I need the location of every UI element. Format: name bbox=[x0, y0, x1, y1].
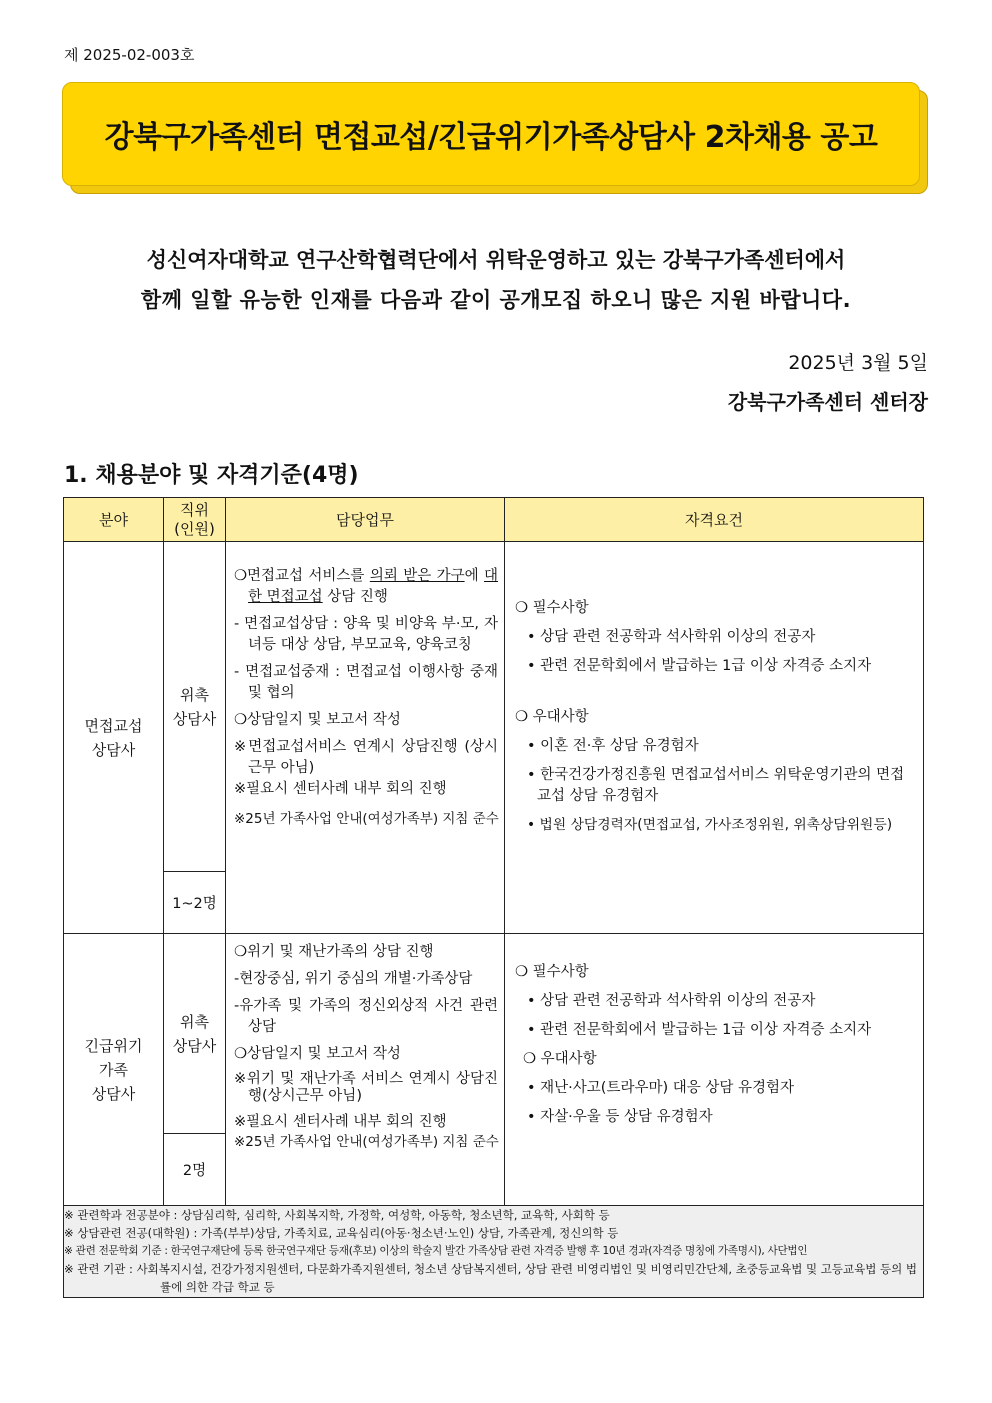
intro-line-1: 성신여자대학교 연구산학협력단에서 위탁운영하고 있는 강북구가족센터에서 bbox=[146, 248, 846, 272]
preferred-item: • 이혼 전·후 상담 유경험자 bbox=[527, 738, 699, 755]
header-duties: 담당업무 bbox=[226, 498, 505, 542]
document-number: 제 2025-02-003호 bbox=[64, 46, 195, 64]
duty-item: ※25년 가족사업 안내(여성가족부) 지침 준수 bbox=[234, 811, 499, 828]
duty-item: -현장중심, 위기 중심의 개별·가족상담 bbox=[234, 971, 473, 988]
required-heading: ❍ 필수사항 bbox=[515, 600, 589, 616]
count-cell: 2명 bbox=[164, 1134, 226, 1206]
preferred-item: • 자살·우울 등 상담 유경험자 bbox=[527, 1109, 713, 1126]
page-title: 강북구가족센터 면접교섭/긴급위기가족상담사 2차채용 공고 bbox=[104, 120, 878, 155]
preferred-item: • 법원 상담경력자(면접교섭, 가사조정위원, 위촉상담위원등) bbox=[527, 817, 893, 834]
note-item: ※ 상담관련 전공(대학원) : 가족(부부)상담, 가족치료, 교육심리(아동·청소년·노인) 상담, 가족관계, 정신의학 등 bbox=[64, 1226, 619, 1241]
intro-line-2: 함께 일할 유능한 인재를 다음과 같이 공개모집 하오니 많은 지원 바랍니다. bbox=[140, 288, 852, 312]
position-cell: 위촉 상담사 bbox=[164, 542, 226, 872]
header-field: 분야 bbox=[64, 498, 164, 542]
count-cell: 1~2명 bbox=[164, 872, 226, 934]
note-item: ※ 관련 기관 : 사회복지시설, 건강가정지원센터, 다문화가족지원센터, 청소년 상담복지센터, 상담 관련 비영리법인 및 비영리민간단체, 초중등교육법 및 고등교육법 등의 법률에 의한 각급 학교 등 bbox=[64, 1261, 917, 1295]
qualifications-cell bbox=[505, 542, 924, 934]
preferred-item: • 한국건강가정진흥원 면접교섭서비스 위탁운영기관의 면접교섭 상담 유경험자 bbox=[527, 767, 905, 805]
preferred-heading: ❍ 우대사항 bbox=[515, 709, 589, 726]
duty-item: ※위기 및 재난가족 서비스 연계시 상담진행(상시근무 아님) bbox=[234, 1071, 498, 1105]
duty-item: ※필요시 센터사례 내부 회의 진행 bbox=[234, 781, 447, 798]
duties-cell bbox=[226, 934, 505, 1206]
duty-item: ❍상담일지 및 보고서 작성 bbox=[234, 1046, 401, 1063]
title-banner bbox=[62, 82, 928, 194]
required-item: • 상담 관련 전공학과 석사학위 이상의 전공자 bbox=[527, 629, 816, 646]
duty-item: ※25년 가족사업 안내(여성가족부) 지침 준수 bbox=[234, 1133, 499, 1150]
required-heading: ❍ 필수사항 bbox=[515, 964, 589, 980]
qualifications-cell bbox=[505, 934, 924, 1206]
note-item: ※ 관련학과 전공분야 : 상담심리학, 심리학, 사회복지학, 가정학, 여성학, 아동학, 청소년학, 교육학, 사회학 등 bbox=[64, 1208, 610, 1222]
duty-item: - 면접교섭상담 : 양육 및 비양육 부·모, 자녀등 대상 상담, 부모교육, 양육코칭 bbox=[234, 616, 498, 654]
recruitment-table bbox=[63, 497, 924, 1298]
preferred-heading: ❍ 우대사항 bbox=[523, 1051, 597, 1068]
duties-cell bbox=[226, 542, 505, 934]
duty-item: ❍위기 및 재난가족의 상담 진행 bbox=[234, 944, 434, 960]
field-cell: 면접교섭 상담사 bbox=[64, 542, 164, 934]
preferred-item: • 재난·사고(트라우마) 대응 상담 유경험자 bbox=[527, 1080, 795, 1097]
signer: 강북구가족센터 센터장 bbox=[727, 390, 928, 414]
note-item: ※ 관련 전문학회 기준 : 한국연구재단에 등록 한국연구재단 등재(후보) 이상의 학술지 발간 가족상담 관련 자격증 발행 후 10년 경과(자격증 명칭에 가족명시), 사단법인 bbox=[64, 1244, 808, 1257]
required-item: • 관련 전문학회에서 발급하는 1급 이상 자격증 소지자 bbox=[527, 1022, 872, 1039]
field-cell: 긴급위기 가족 상담사 bbox=[64, 934, 164, 1206]
announcement-date: 2025년 3월 5일 bbox=[788, 352, 928, 374]
header-position: 직위 (인원) bbox=[164, 498, 226, 542]
duty-item: ※면접교섭서비스 연계시 상담진행 (상시근무 아님) bbox=[234, 739, 498, 777]
duty-item: ❍면접교섭 서비스를 의뢰 받은 가구에 대한 면접교섭 상담 진행 bbox=[234, 568, 499, 606]
required-item: • 상담 관련 전공학과 석사학위 이상의 전공자 bbox=[527, 993, 816, 1010]
duty-item: - 면접교섭중재 : 면접교섭 이행사항 중재 및 협의 bbox=[234, 664, 498, 702]
duty-item: ※필요시 센터사례 내부 회의 진행 bbox=[234, 1113, 447, 1130]
position-cell: 위촉 상담사 bbox=[164, 934, 226, 1134]
notes-cell bbox=[64, 1206, 924, 1298]
duty-item: ❍상담일지 및 보고서 작성 bbox=[234, 712, 401, 729]
required-item: • 관련 전문학회에서 발급하는 1급 이상 자격증 소지자 bbox=[527, 658, 872, 675]
duty-item: -유가족 및 가족의 정신외상적 사건 관련 상담 bbox=[234, 998, 498, 1036]
header-qualifications: 자격요건 bbox=[505, 498, 924, 542]
banner-box bbox=[62, 82, 920, 186]
section-1-title: 1. 채용분야 및 자격기준(4명) bbox=[64, 463, 359, 488]
